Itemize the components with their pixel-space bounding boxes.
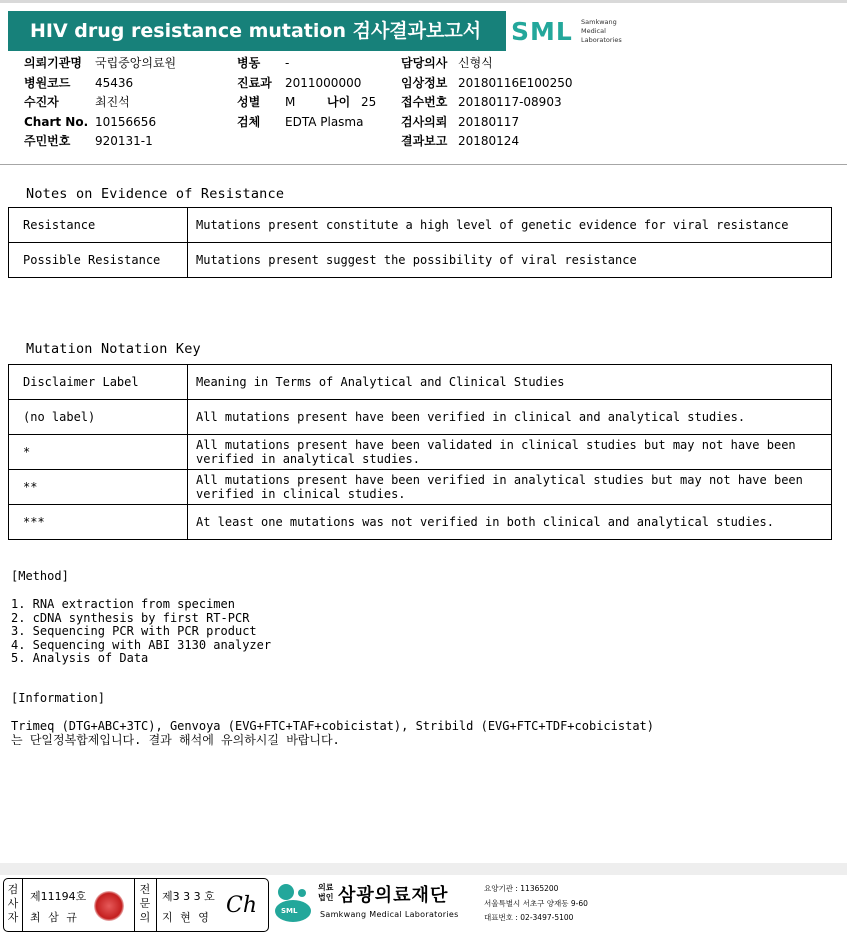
info-value: -: [285, 56, 290, 70]
report-title: HIV drug resistance mutation 검사결과보고서: [8, 11, 506, 51]
list-item: 3. Sequencing PCR with PCR product: [11, 624, 257, 638]
info-label: 의뢰기관명: [24, 56, 82, 70]
info-value: 20180117: [458, 114, 520, 129]
method-list: [11, 598, 271, 666]
info-value: 10156656: [95, 114, 157, 129]
info-label: 담당의사: [401, 56, 448, 70]
notation-label: ***: [9, 505, 188, 540]
foundation-block: [272, 879, 602, 931]
notation-label: *: [9, 435, 188, 470]
list-item: 1. RNA extraction from specimen: [11, 597, 235, 611]
method-title: [Method]: [11, 569, 69, 583]
table-row: [9, 243, 832, 278]
foundation-english-name: Samkwang Medical Laboratories: [320, 910, 459, 919]
table-row: [9, 505, 832, 540]
info-label: 수진자: [24, 95, 59, 109]
table-row: [9, 208, 832, 243]
divider: [22, 879, 23, 931]
specialist-label: 전문의: [139, 883, 151, 924]
notation-text: All mutations present have been verified in clinical and analytical studies.: [188, 400, 832, 435]
info-label: 병동: [237, 56, 261, 70]
info-label: 진료과: [237, 75, 272, 90]
info-label: 검체: [237, 114, 261, 129]
info-value: 2011000000: [285, 75, 362, 90]
info-value: EDTA Plasma: [285, 114, 364, 129]
divider: [134, 879, 135, 931]
info-label: 검사의뢰: [401, 114, 448, 129]
divider: [156, 879, 157, 931]
evidence-label: Possible Resistance: [9, 243, 188, 278]
age-label: 나이: [327, 95, 351, 109]
info-value: 20180117-08903: [458, 95, 562, 109]
evidence-label: Resistance: [9, 208, 188, 243]
info-label: 임상정보: [401, 75, 448, 90]
patient-info-col2: [237, 54, 397, 132]
patient-info-col3: [401, 54, 601, 152]
info-value: 신형식: [458, 56, 493, 70]
info-value: M: [285, 95, 296, 109]
info-row: [24, 132, 234, 152]
info-row: [237, 93, 397, 113]
sml-logo-mark: SML: [511, 17, 573, 46]
info-label: 주민번호: [24, 134, 71, 148]
foundation-logo-icon: [272, 881, 314, 923]
table-row: [9, 470, 832, 505]
info-label: 성별: [237, 95, 261, 109]
info-label: 결과보고: [401, 134, 448, 148]
info-row: [237, 54, 397, 74]
foundation-info: 대표번호 : 02-3497-5100: [484, 913, 574, 922]
info-row: [401, 74, 601, 94]
notation-table: [8, 364, 832, 540]
signature-box: [3, 878, 269, 932]
evidence-text: Mutations present suggest the possibility of viral resistance: [188, 243, 832, 278]
top-border: [0, 0, 847, 3]
info-row: [401, 54, 601, 74]
foundation-name: 삼광의료재단: [338, 885, 449, 906]
examiner-name: 최 삼 규: [30, 911, 79, 924]
evidence-section-title: Notes on Evidence of Resistance: [26, 186, 285, 202]
info-value: 국립중앙의료원: [95, 56, 177, 70]
header-divider: [0, 164, 847, 165]
notation-label: Disclaimer Label: [9, 365, 188, 400]
list-item: 5. Analysis of Data: [11, 651, 149, 665]
info-row: [401, 132, 601, 152]
info-row: [237, 113, 397, 133]
sml-logo: [511, 15, 631, 49]
table-row: [9, 365, 832, 400]
foundation-logo-text: SML: [281, 907, 298, 915]
info-label: 접수번호: [401, 95, 448, 109]
notation-text: All mutations present have been verified in analytical studies but may not have been verified in clinical studies.: [188, 470, 832, 505]
info-row: [401, 93, 601, 113]
evidence-table: [8, 207, 832, 278]
foundation-info: 요양기관 : 11365200: [484, 884, 559, 893]
info-row: [401, 113, 601, 133]
specialist-name: 지 현 영: [162, 911, 211, 924]
info-value: 45436: [95, 75, 134, 90]
notation-text: Meaning in Terms of Analytical and Clinical Studies: [188, 365, 832, 400]
specialist-license-no: 제3 3 3 호: [162, 890, 215, 903]
info-value: 20180116E100250: [458, 75, 573, 90]
patient-info-col1: [24, 54, 234, 152]
examiner-label: 검사자: [7, 883, 19, 924]
information-line: 는 단일정복합제입니다. 결과 해석에 유의하시길 바랍니다.: [11, 732, 340, 747]
notation-text: All mutations present have been validated in clinical studies but may not have been verified in analytical studies.: [188, 435, 832, 470]
notation-label: **: [9, 470, 188, 505]
notation-label: (no label): [9, 400, 188, 435]
info-label: 병원코드: [24, 75, 71, 90]
foundation-info: 서울특별시 서초구 양재동 9-60: [484, 899, 588, 908]
footer-bar: [0, 863, 847, 875]
foundation-prefix: 의료 법인: [318, 883, 334, 902]
info-value: 최진석: [95, 95, 130, 109]
examiner-license-no: 제11194호: [30, 890, 87, 903]
table-row: [9, 400, 832, 435]
seal-stamp: [94, 891, 124, 921]
info-label: Chart No.: [24, 114, 89, 129]
notation-section-title: Mutation Notation Key: [26, 341, 201, 357]
list-item: 2. cDNA synthesis by first RT-PCR: [11, 610, 250, 625]
information-title: [Information]: [11, 691, 105, 705]
evidence-text: Mutations present constitute a high level of genetic evidence for viral resistance: [188, 208, 832, 243]
notation-text: At least one mutations was not verified in both clinical and analytical studies.: [188, 505, 832, 540]
list-item: 4. Sequencing with ABI 3130 analyzer: [11, 637, 272, 652]
info-value: 920131-1: [95, 134, 153, 148]
signature: Ch: [226, 893, 258, 918]
info-row: [237, 74, 397, 94]
info-row: [24, 93, 234, 113]
info-row: [24, 74, 234, 94]
info-value: 20180124: [458, 134, 520, 148]
info-row: [24, 113, 234, 133]
information-text: [11, 720, 654, 747]
information-line: Trimeq (DTG+ABC+3TC), Genvoya (EVG+FTC+TAF+cobicistat), Stribild (EVG+FTC+TDF+cobicistat): [11, 719, 654, 733]
table-row: [9, 435, 832, 470]
info-row: [24, 54, 234, 74]
sml-logo-subtitle: Samkwang Medical Laboratories: [581, 18, 622, 44]
age-value: 25: [361, 95, 377, 109]
